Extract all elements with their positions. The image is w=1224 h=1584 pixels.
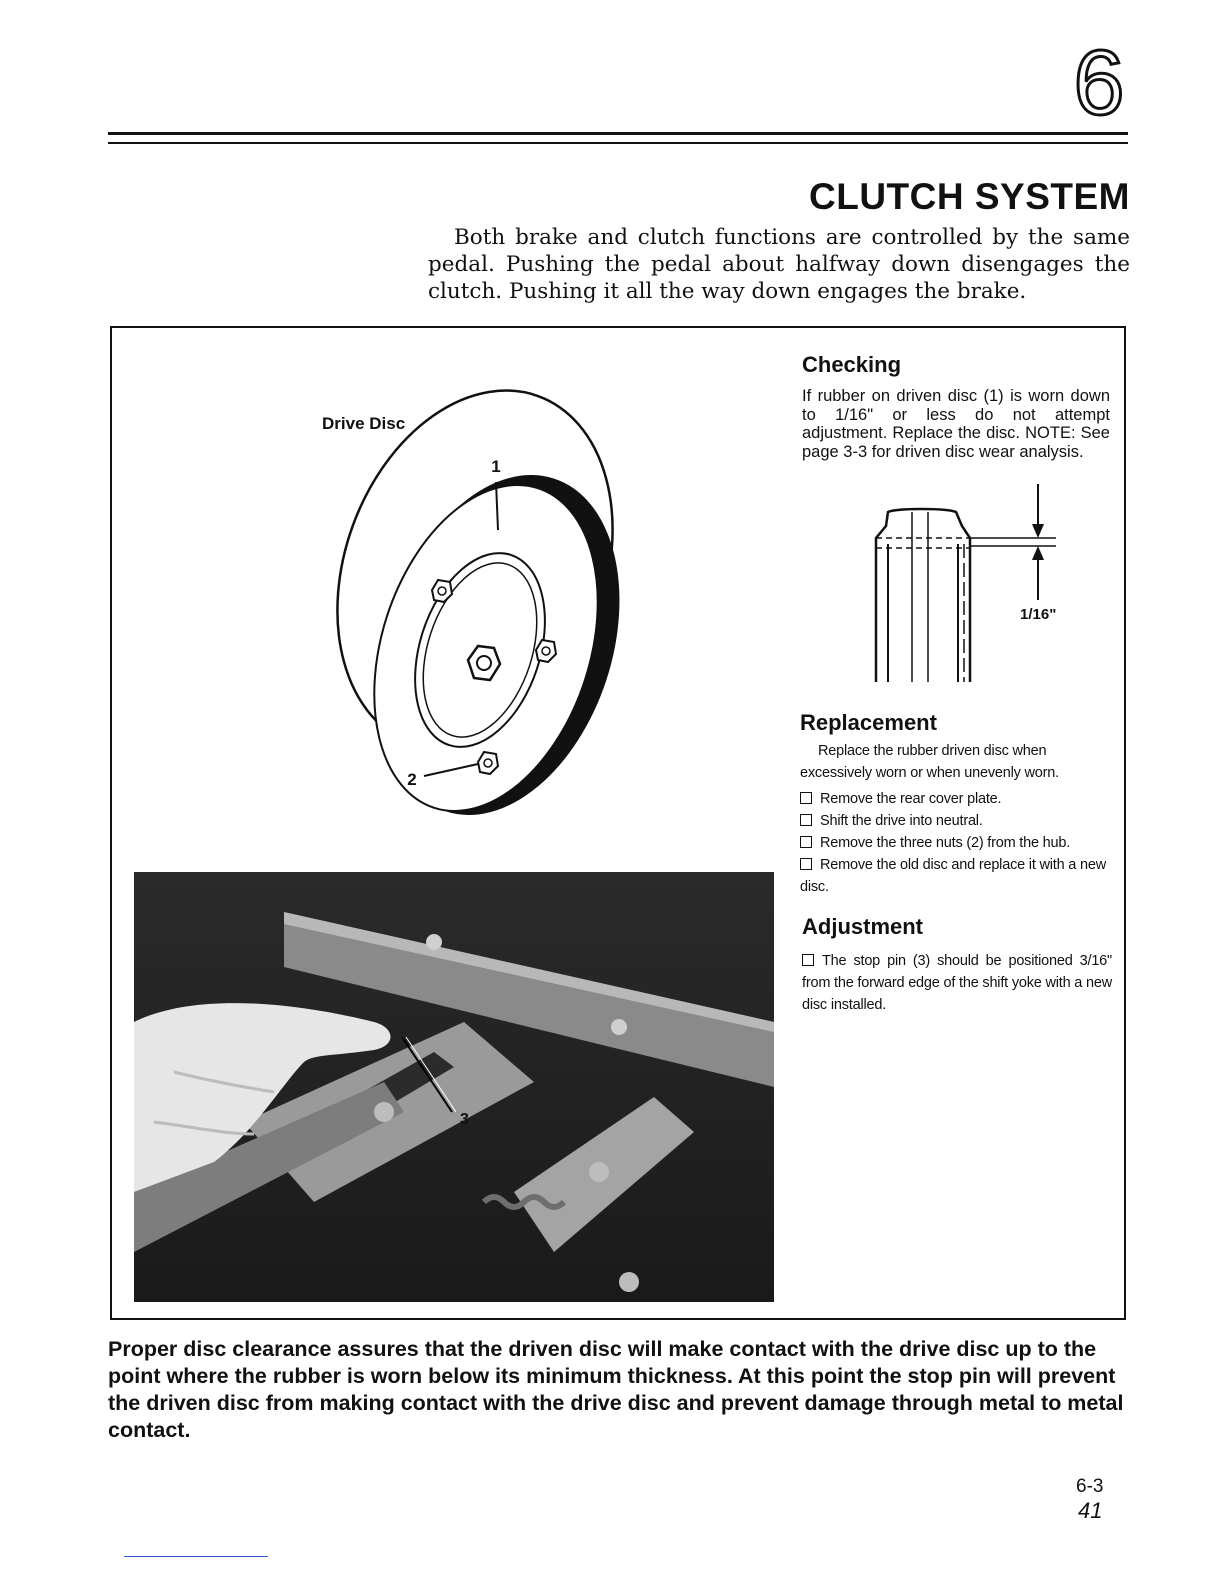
- replacement-step: Remove the old disc and replace it with a new disc.: [800, 857, 1106, 895]
- bottom-note: Proper disc clearance assures that the driven disc will make contact with the drive disc up to the point where the rubber is worn below its minimum thickness. At this point the stop pin will prevent the driven disc from making contact with the drive disc and prevent damage through metal to metal contact.: [108, 1337, 1124, 1442]
- header-rule-thin: [108, 142, 1128, 144]
- replacement-step: Remove the three nuts (2) from the hub.: [800, 832, 1112, 854]
- drive-disc-label: Drive Disc: [322, 414, 406, 433]
- stop-pin-photo: [134, 872, 774, 1302]
- replacement-intro: Replace the rubber driven disc when excessively worn or when unevenly worn.: [800, 743, 1059, 781]
- checking-body: If rubber on driven disc (1) is worn down to 1/16" or less do not attempt adjustment. Replace the disc. NOTE: See page 3-3 for driven disc wear analysis.: [802, 387, 1110, 461]
- replacement-body: [800, 740, 1112, 898]
- checkbox-icon: [802, 954, 814, 966]
- checkbox-icon: [800, 814, 812, 826]
- checkbox-icon: [800, 836, 812, 848]
- checking-heading: Checking: [802, 352, 902, 377]
- wear-measure-label: 1/16": [1020, 606, 1057, 623]
- checkbox-icon: [800, 858, 812, 870]
- adjustment-heading: Adjustment: [802, 914, 923, 939]
- drive-disc-illustration: [300, 380, 640, 830]
- page-number: 6-3: [1076, 1476, 1104, 1497]
- chapter-number: 6: [1073, 38, 1125, 122]
- callout-2: 2: [407, 770, 417, 789]
- replacement-heading: Replacement: [800, 710, 937, 735]
- disc-wear-diagram: [866, 482, 1076, 688]
- chapter-number-icon: [1062, 38, 1136, 122]
- adjustment-step: The stop pin (3) should be positioned 3/16" from the forward edge of the shift yoke with a new disc installed.: [802, 953, 1112, 1013]
- intro-paragraph: Both brake and clutch functions are controlled by the same pedal. Pushing the pedal about halfway down disengages the clutch. Pushing it all the way down engages the brake.: [428, 225, 1130, 304]
- checkbox-icon: [800, 792, 812, 804]
- adjustment-body: [802, 950, 1112, 1016]
- page-title: CLUTCH SYSTEM: [809, 176, 1130, 217]
- replacement-step: Shift the drive into neutral.: [800, 810, 1112, 832]
- footer-line: [124, 1556, 268, 1557]
- callout-3: 3: [460, 1111, 469, 1128]
- replacement-step: Remove the rear cover plate.: [800, 788, 1112, 810]
- header-rule-thick: [108, 132, 1128, 135]
- callout-1: 1: [491, 457, 501, 476]
- handwritten-page-number: 41: [1078, 1498, 1103, 1523]
